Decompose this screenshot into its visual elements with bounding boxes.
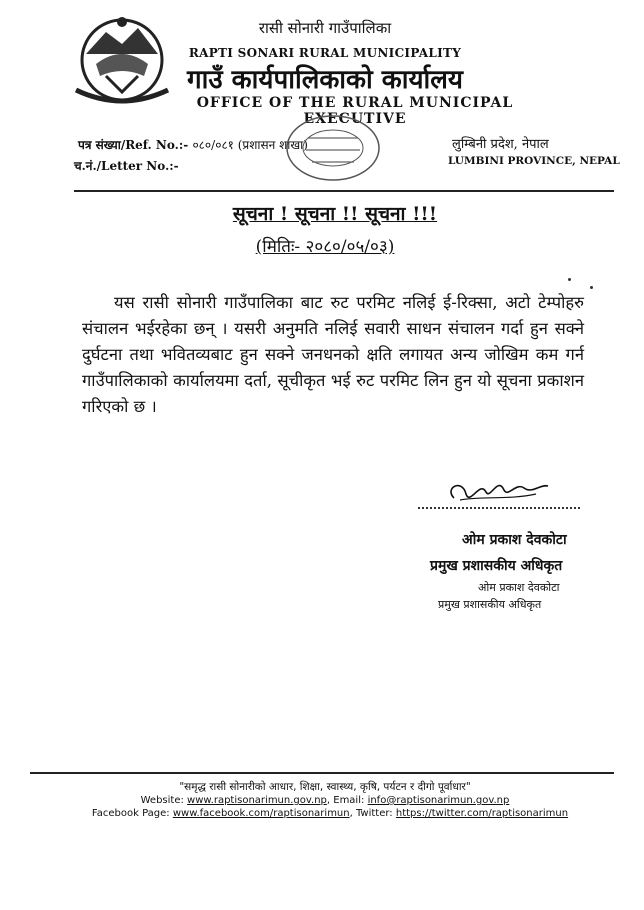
website-label: Website: (140, 795, 184, 806)
stamp-title: प्रमुख प्रशासकीय अधिकृत (438, 598, 542, 611)
signatory-title: प्रमुख प्रशासकीय अधिकृत (430, 558, 563, 574)
scan-speck (590, 286, 593, 289)
signature-line (418, 507, 580, 509)
twitter-link[interactable]: https://twitter.com/raptisonarimun (395, 808, 569, 819)
office-name-np: गाउँ कार्यपालिकाको कार्यालय (187, 65, 463, 95)
ref-number (78, 136, 308, 153)
signatory-name: ओम प्रकाश देवकोटा (462, 532, 567, 548)
office-name-en: OFFICE OF THE RURAL MUNICIPAL EXECUTIVE (196, 95, 514, 127)
letter-number-label: च.नं./Letter No.:- (74, 159, 179, 173)
ref-label: पत्र संख्या/Ref. No.:- (78, 138, 189, 152)
website-link[interactable]: www.raptisonarimun.gov.np (187, 795, 327, 806)
signature-icon (440, 470, 560, 510)
header-divider (74, 190, 614, 192)
twitter-label: , Twitter: (349, 808, 393, 819)
notice-title: सूचना ! सूचना !! सूचना !!! (232, 203, 438, 225)
scan-speck (568, 278, 571, 281)
stamp-name: ओम प्रकाश देवकोटा (478, 581, 560, 594)
province-en: LUMBINI PROVINCE, NEPAL (448, 155, 620, 167)
footer-social (20, 808, 640, 819)
footer-slogan: "समृद्ध रासी सोनारीको आधार, शिक्षा, स्वास्थ्य, कृषि, पर्यटन र दीगो पूर्वाधार" (179, 781, 471, 793)
office-stamp-icon (278, 108, 388, 188)
facebook-label: Facebook Page: (91, 808, 170, 819)
footer-divider (30, 772, 614, 774)
facebook-link[interactable]: www.facebook.com/raptisonarimun (172, 808, 350, 819)
notice-date: (मितिः- २०८०/०५/०३) (255, 237, 395, 257)
gov-name-np: रासी सोनारी गाउँपालिका (258, 19, 392, 37)
province-np: लुम्बिनी प्रदेश, नेपाल (452, 137, 549, 152)
notice-body: यस रासी सोनारी गाउँपालिका बाट रुट परमिट नलिई ई-रिक्सा, अटो टेम्पोहरु संचालन भईरहेका छन् । यसरी अनुमति नलिई सवारी साधन संचालन गर्दा हुन सक्ने दुर्घटना तथा भवितव्यबाट हुन सक्ने जनधनको क्षति लगायत अन्य जोखिम कम गर्न गाउँपालिकाको कार्यालयमा दर्ता, सूचीकृत भई रुट परमिट लिन हुन यो सूचना प्रकाशन गरिएको छ । (82, 293, 584, 416)
footer-contact (30, 795, 620, 806)
email-label: , Email: (326, 795, 365, 806)
ref-value: ०८०/०८१ (प्रशासन शाखा) (192, 138, 308, 152)
gov-name-en: RAPTI SONARI RURAL MUNICIPALITY (188, 46, 462, 60)
email-link[interactable]: info@raptisonarimun.gov.np (367, 795, 510, 806)
